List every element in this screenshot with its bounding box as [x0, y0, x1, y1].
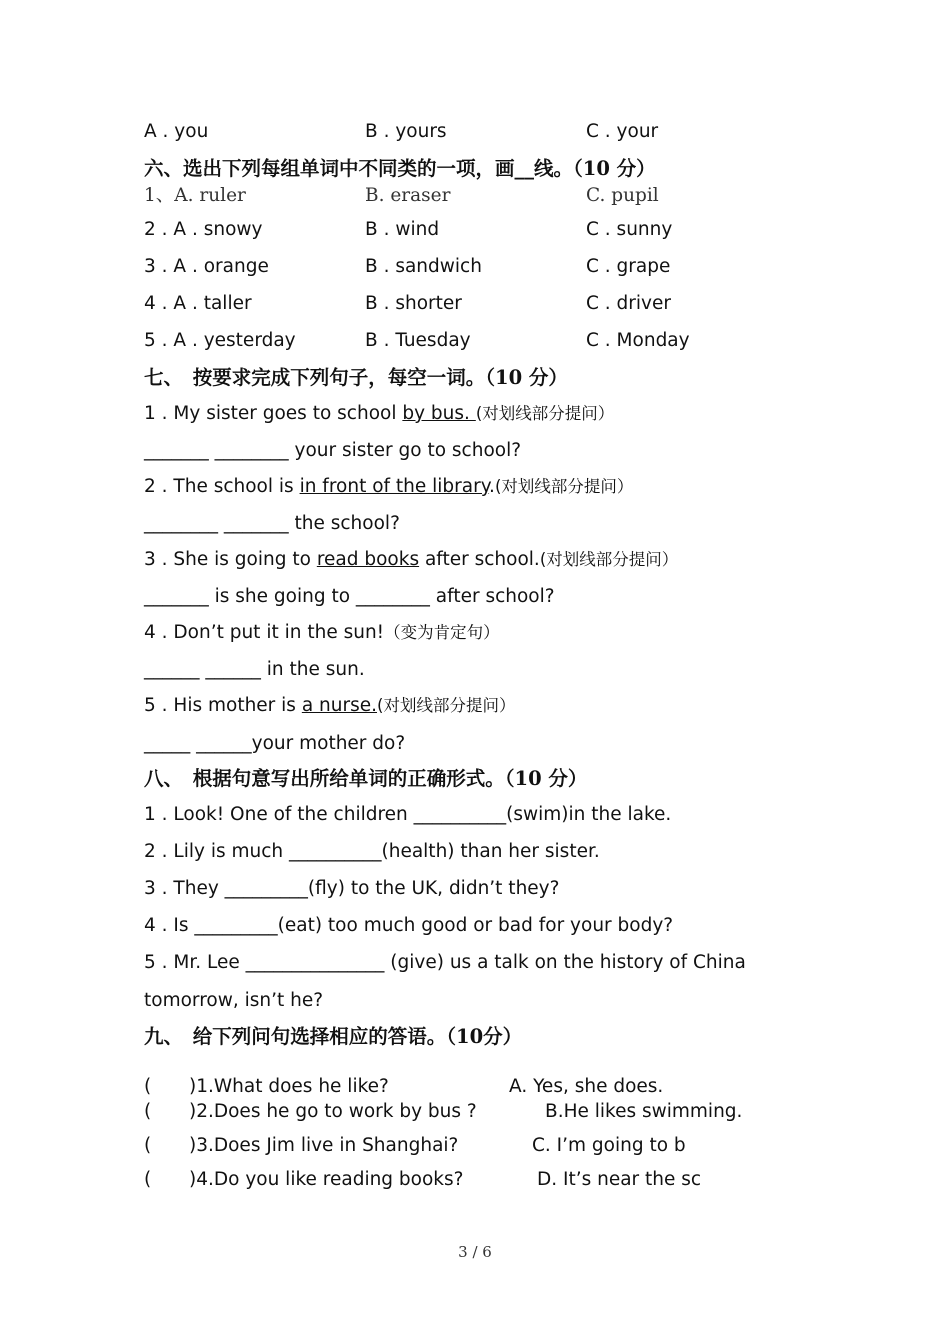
section7-question-4: [144, 621, 500, 645]
q3-text-after: after school.: [419, 549, 540, 570]
section9-row-1: [144, 1075, 804, 1099]
q2-text: 2 . The school is: [144, 476, 300, 497]
section7-question-5: [144, 694, 515, 718]
section9-title: 九、 给下列问句选择相应的答语。（10分）: [144, 1025, 523, 1048]
section8-line-4: 4 . Is _________(eat) too much good or bad for your body?: [144, 915, 674, 936]
answer-a: A. Yes, she does.: [509, 1076, 664, 1097]
answer-c: C. I’m going to b: [532, 1135, 686, 1156]
section6-row-3: [144, 255, 804, 279]
q4-instruction: （变为肯定句）: [384, 623, 500, 642]
row5-option-c: C . Monday: [586, 330, 690, 351]
section7-question-1: [144, 402, 614, 426]
section6-row-4: [144, 292, 804, 316]
q2-text-after: .: [489, 476, 495, 497]
prev-options-row: [144, 120, 804, 144]
row3-option-b: B . sandwich: [365, 256, 482, 277]
row4-option-a: 4 . A . taller: [144, 293, 252, 314]
question-2: )2.Does he go to work by bus ?: [189, 1101, 477, 1122]
answer-d: D. It’s near the sc: [537, 1169, 702, 1190]
option-c: C . your: [586, 121, 659, 142]
q5-instruction: (对划线部分提问）: [377, 696, 516, 715]
section7-answer-3: _______ is she going to ________ after school?: [144, 586, 555, 607]
answer-blank-3: (: [144, 1135, 152, 1156]
row1-option-a: 1、A. ruler: [144, 185, 246, 206]
section9-row-2: [144, 1100, 804, 1124]
answer-b: B.He likes swimming.: [545, 1101, 743, 1122]
section8-line-1: 1 . Look! One of the children __________(swim)in the lake.: [144, 804, 672, 825]
q4-text: 4 . Don’t put it in the sun!: [144, 622, 385, 643]
q1-underlined: by bus.: [402, 403, 476, 424]
row1-option-c: C. pupil: [586, 185, 659, 206]
row5-option-a: 5 . A . yesterday: [144, 330, 296, 351]
section7-question-2: [144, 475, 633, 499]
section8-title: 八、 根据句意写出所给单词的正确形式。（10 分）: [144, 767, 588, 790]
row3-option-c: C . grape: [586, 256, 671, 277]
row4-option-b: B . shorter: [365, 293, 462, 314]
row2-option-c: C . sunny: [586, 219, 673, 240]
section9-row-3: [144, 1134, 804, 1158]
answer-blank-4: (: [144, 1169, 152, 1190]
section7-answer-1: _______ ________ your sister go to school?: [144, 440, 522, 461]
section7-question-3: [144, 548, 678, 572]
row5-option-b: B . Tuesday: [365, 330, 471, 351]
section9-row-4: [144, 1168, 804, 1192]
section7-title: 七、 按要求完成下列句子，每空一词。（10 分）: [144, 366, 568, 389]
row4-option-c: C . driver: [586, 293, 671, 314]
section8-line-3: 3 . They _________(fly) to the UK, didn’t they?: [144, 878, 560, 899]
section8-line-2: 2 . Lily is much __________(health) than her sister.: [144, 841, 600, 862]
answer-blank-1: (: [144, 1076, 152, 1097]
section6-row-5: [144, 329, 804, 353]
q1-text: 1 . My sister goes to school: [144, 403, 403, 424]
section6-row-2: [144, 218, 804, 242]
row1-option-b: B. eraser: [365, 185, 451, 206]
q3-underlined: read books: [316, 549, 420, 570]
q1-instruction: (对划线部分提问）: [475, 404, 615, 423]
question-1: )1.What does he like?: [189, 1076, 389, 1097]
row2-option-b: B . wind: [365, 219, 440, 240]
question-3: )3.Does Jim live in Shanghai?: [189, 1135, 459, 1156]
section7-answer-5: _____ ______your mother do?: [144, 733, 406, 754]
row2-option-a: 2 . A . snowy: [144, 219, 263, 240]
q3-text: 3 . She is going to: [144, 549, 317, 570]
q3-instruction: (对划线部分提问）: [539, 550, 679, 569]
page-number: 3 / 6: [458, 1243, 492, 1261]
q5-text: 5 . His mother is: [144, 695, 302, 716]
option-a: A . you: [144, 121, 209, 142]
row3-option-a: 3 . A . orange: [144, 256, 269, 277]
section6-title: 六、选出下列每组单词中不同类的一项，画__线。（10 分）: [144, 157, 656, 180]
q5-underlined: a nurse.: [301, 695, 378, 716]
section7-answer-4: ______ ______ in the sun.: [144, 659, 365, 680]
question-4: )4.Do you like reading books?: [189, 1169, 464, 1190]
section6-row-1: [144, 184, 804, 208]
option-b: B . yours: [365, 121, 447, 142]
answer-blank-2: (: [144, 1101, 152, 1122]
q2-underlined: in front of the library: [299, 476, 490, 497]
section7-answer-2: ________ _______ the school?: [144, 513, 400, 534]
q2-instruction: (对划线部分提问）: [494, 477, 634, 496]
section8-line-6: tomorrow, isn’t he?: [144, 990, 324, 1011]
section8-line-5: 5 . Mr. Lee _______________ (give) us a talk on the history of China: [144, 952, 746, 973]
